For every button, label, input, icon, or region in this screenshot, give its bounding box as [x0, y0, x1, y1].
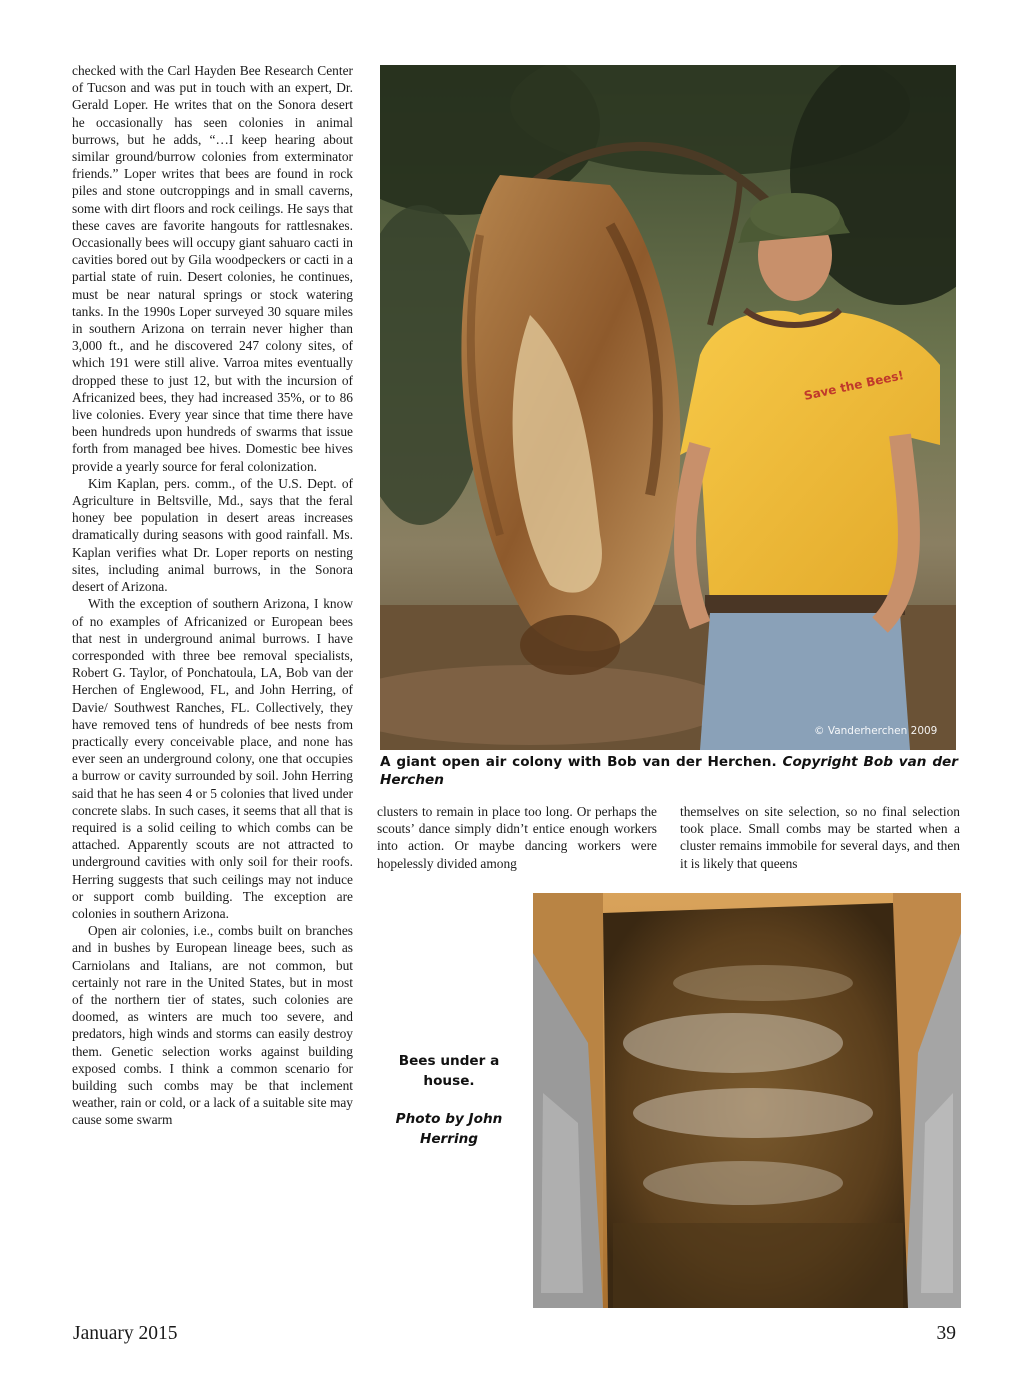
- paragraph: Open air colonies, i.e., combs built on branches and in bushes by European lineage bees, such as Carniolans and Italians, are not common, but certainly not rare in the United States, but in most of the northern tier of states, such colonies are doomed, as winters are much too severe, and predators, high winds and storms can easily destroy them. Genetic selection works against building exposed combs. I think a common scenario for building such combs may be that inclement weather, rain or cold, or a lack of a suitable site may cause some swarm: [72, 923, 353, 1128]
- house-photo-image: [533, 893, 961, 1308]
- paragraph: With the exception of southern Arizona, I know of no examples of Africanized or European bees that nest in underground animal burrows. I have corresponded with three bee removal specialists, Robert G. Taylor, of Ponchatoula, LA, Bob van der Herchen of Englewood, FL, and John Herring, of Davie/ Southwest Ranches, FL. Collectively, they have removed tens of hundreds of bee nests from practically every conceivable place, and none has ever seen an underground colony, one that occupies a burrow or cavity surrounded by soil. John Herring said that he has seen 4 or 5 colonies that lived under concrete slabs. In such cases, it seems that all that is required is a solid ceiling to which combs can be attached. Apparently scouts are not attracted to underground cavities with only soil for their roofs. Herring suggests that such ceilings may not induce or support comb building. The exception are colonies in southern Arizona.: [72, 596, 353, 921]
- house-photo: [533, 893, 961, 1308]
- caption-text: A giant open air colony with Bob van der Herchen.: [380, 754, 777, 770]
- issue-date: January 2015: [73, 1323, 178, 1344]
- paragraph: checked with the Carl Hayden Bee Research Center of Tucson and was put in touch with an expert, Dr. Gerald Loper. He writes that on the Sonora desert he occasionally has seen colonies in animal burrows, but he adds, “…I keep hearing about similar ground/burrow colonies from exterminator friends.” Loper writes that bees are found in rock piles and stone outcroppings and in small caverns, some with dirt floors and rock ceilings. He says that these caves are favorite hangouts for rattlesnakes. Occasionally bees will occupy giant sahuaro cacti in cavities bored out by Gila woodpeckers or cacti in a partial state of ruin. Desert colonies, he continues, must be near natural springs or stock watering tanks. In the 1990s Loper surveyed 30 square miles in southern Arizona on terrain never higher than 3,000 ft., and he discovered 247 colony sites, of which 191 were still alive. Varroa mites eventually dropped these to just 12, but with the incursion of Africanized bees, they had increased 35%, or to 86 live colonies. Every year since that time there have been hundreds upon hundreds of swarms that issue forth from managed bee hives. Domestic bee hives provide a yearly source for feral colonization.: [72, 63, 353, 474]
- caption-credit: Copyright Bob van der Herchen: [380, 754, 958, 788]
- shirt-logo-text: Save the Bees!: [802, 368, 905, 403]
- paragraph: Kim Kaplan, pers. comm., of the U.S. Dept. of Agriculture in Beltsville, Md., says that the feral honey bee population in desert areas increases dramatically during seasons with good rainfall. Ms. Kaplan verifies what Dr. Loper reports on nesting sites, including animal burrows, in the Sonora desert of Arizona.: [72, 475, 353, 595]
- house-photo-caption: [384, 1052, 514, 1149]
- article-column-middle: [377, 803, 657, 872]
- article-column-right: [680, 803, 960, 872]
- caption-credit: Photo by John Herring: [395, 1111, 503, 1147]
- colony-photo: [380, 65, 956, 750]
- paragraph: themselves on site selection, so no final selection took place. Small combs may be started when a cluster remains immobile for several days, and then it is likely that queens: [680, 804, 960, 871]
- article-column-left: [72, 62, 353, 1129]
- caption-text: Bees under a house.: [398, 1053, 500, 1089]
- page-number: 39: [936, 1323, 956, 1344]
- photo-watermark: © Vanderherchen 2009: [814, 725, 938, 737]
- colony-photo-image: [380, 65, 956, 750]
- colony-photo-caption: [380, 753, 958, 789]
- paragraph: clusters to remain in place too long. Or perhaps the scouts’ dance simply didn’t entice enough workers into action. Or maybe dancing workers were hopelessly divided among: [377, 804, 657, 871]
